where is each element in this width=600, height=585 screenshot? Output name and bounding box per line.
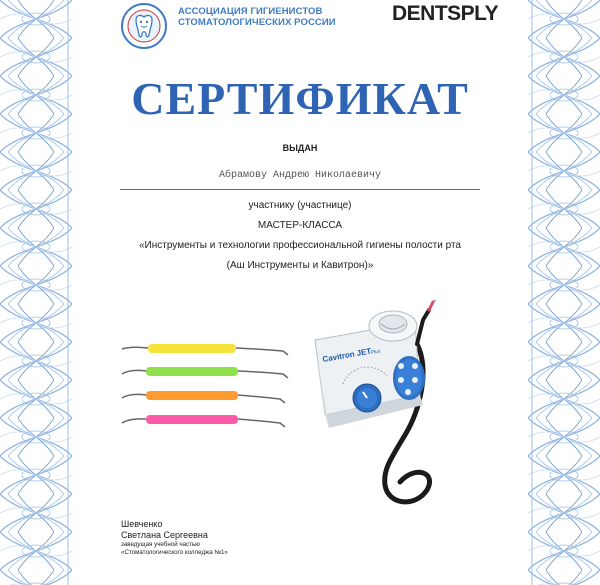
left-ornamental-border <box>0 0 72 585</box>
association-name-line-1: АССОЦИАЦИЯ ГИГИЕНИСТОВ <box>178 6 323 17</box>
device-brand-suffix: Plus <box>370 348 381 356</box>
right-ornamental-border <box>528 0 600 585</box>
signatory-position: заведущая учебной частью <box>121 541 200 548</box>
signatory-organization: «Стоматологического колледжа №1» <box>121 549 228 556</box>
event-title: «Инструменты и технологии профессиональной гигиены полости рта <box>139 240 461 251</box>
signatory-surname: Шевченко <box>121 519 163 529</box>
recipient-underline <box>120 189 480 190</box>
association-name-line-2: СТОМАТОЛОГИЧЕСКИХ РОССИИ <box>178 17 336 28</box>
certificate-title: СЕРТИФИКАТ <box>131 73 469 124</box>
device-brand-label: Cavitron JET <box>321 346 372 364</box>
tooth-seal-icon <box>120 2 168 50</box>
issued-label: ВЫДАН <box>282 143 318 153</box>
signatory-first-names: Светлана Сергеевна <box>121 530 208 540</box>
sponsor-logo: DENTSPLY <box>392 2 499 25</box>
instrument-pink <box>122 415 285 427</box>
event-subtitle: (Аш Инструменты и Кавитрон)» <box>226 260 374 271</box>
recipient-name: Абрамову Андрею Николаевичу <box>218 170 382 181</box>
instrument-orange <box>122 391 285 403</box>
instrument-green <box>122 367 288 378</box>
event-type: МАСТЕР-КЛАССА <box>257 220 343 231</box>
association-logo <box>120 2 336 42</box>
cavitron-device-image <box>305 300 475 515</box>
scaler-instruments-image <box>120 335 295 435</box>
signature-block <box>121 519 228 557</box>
participant-line: участнику (участнице) <box>248 200 352 211</box>
instrument-yellow <box>122 344 288 355</box>
